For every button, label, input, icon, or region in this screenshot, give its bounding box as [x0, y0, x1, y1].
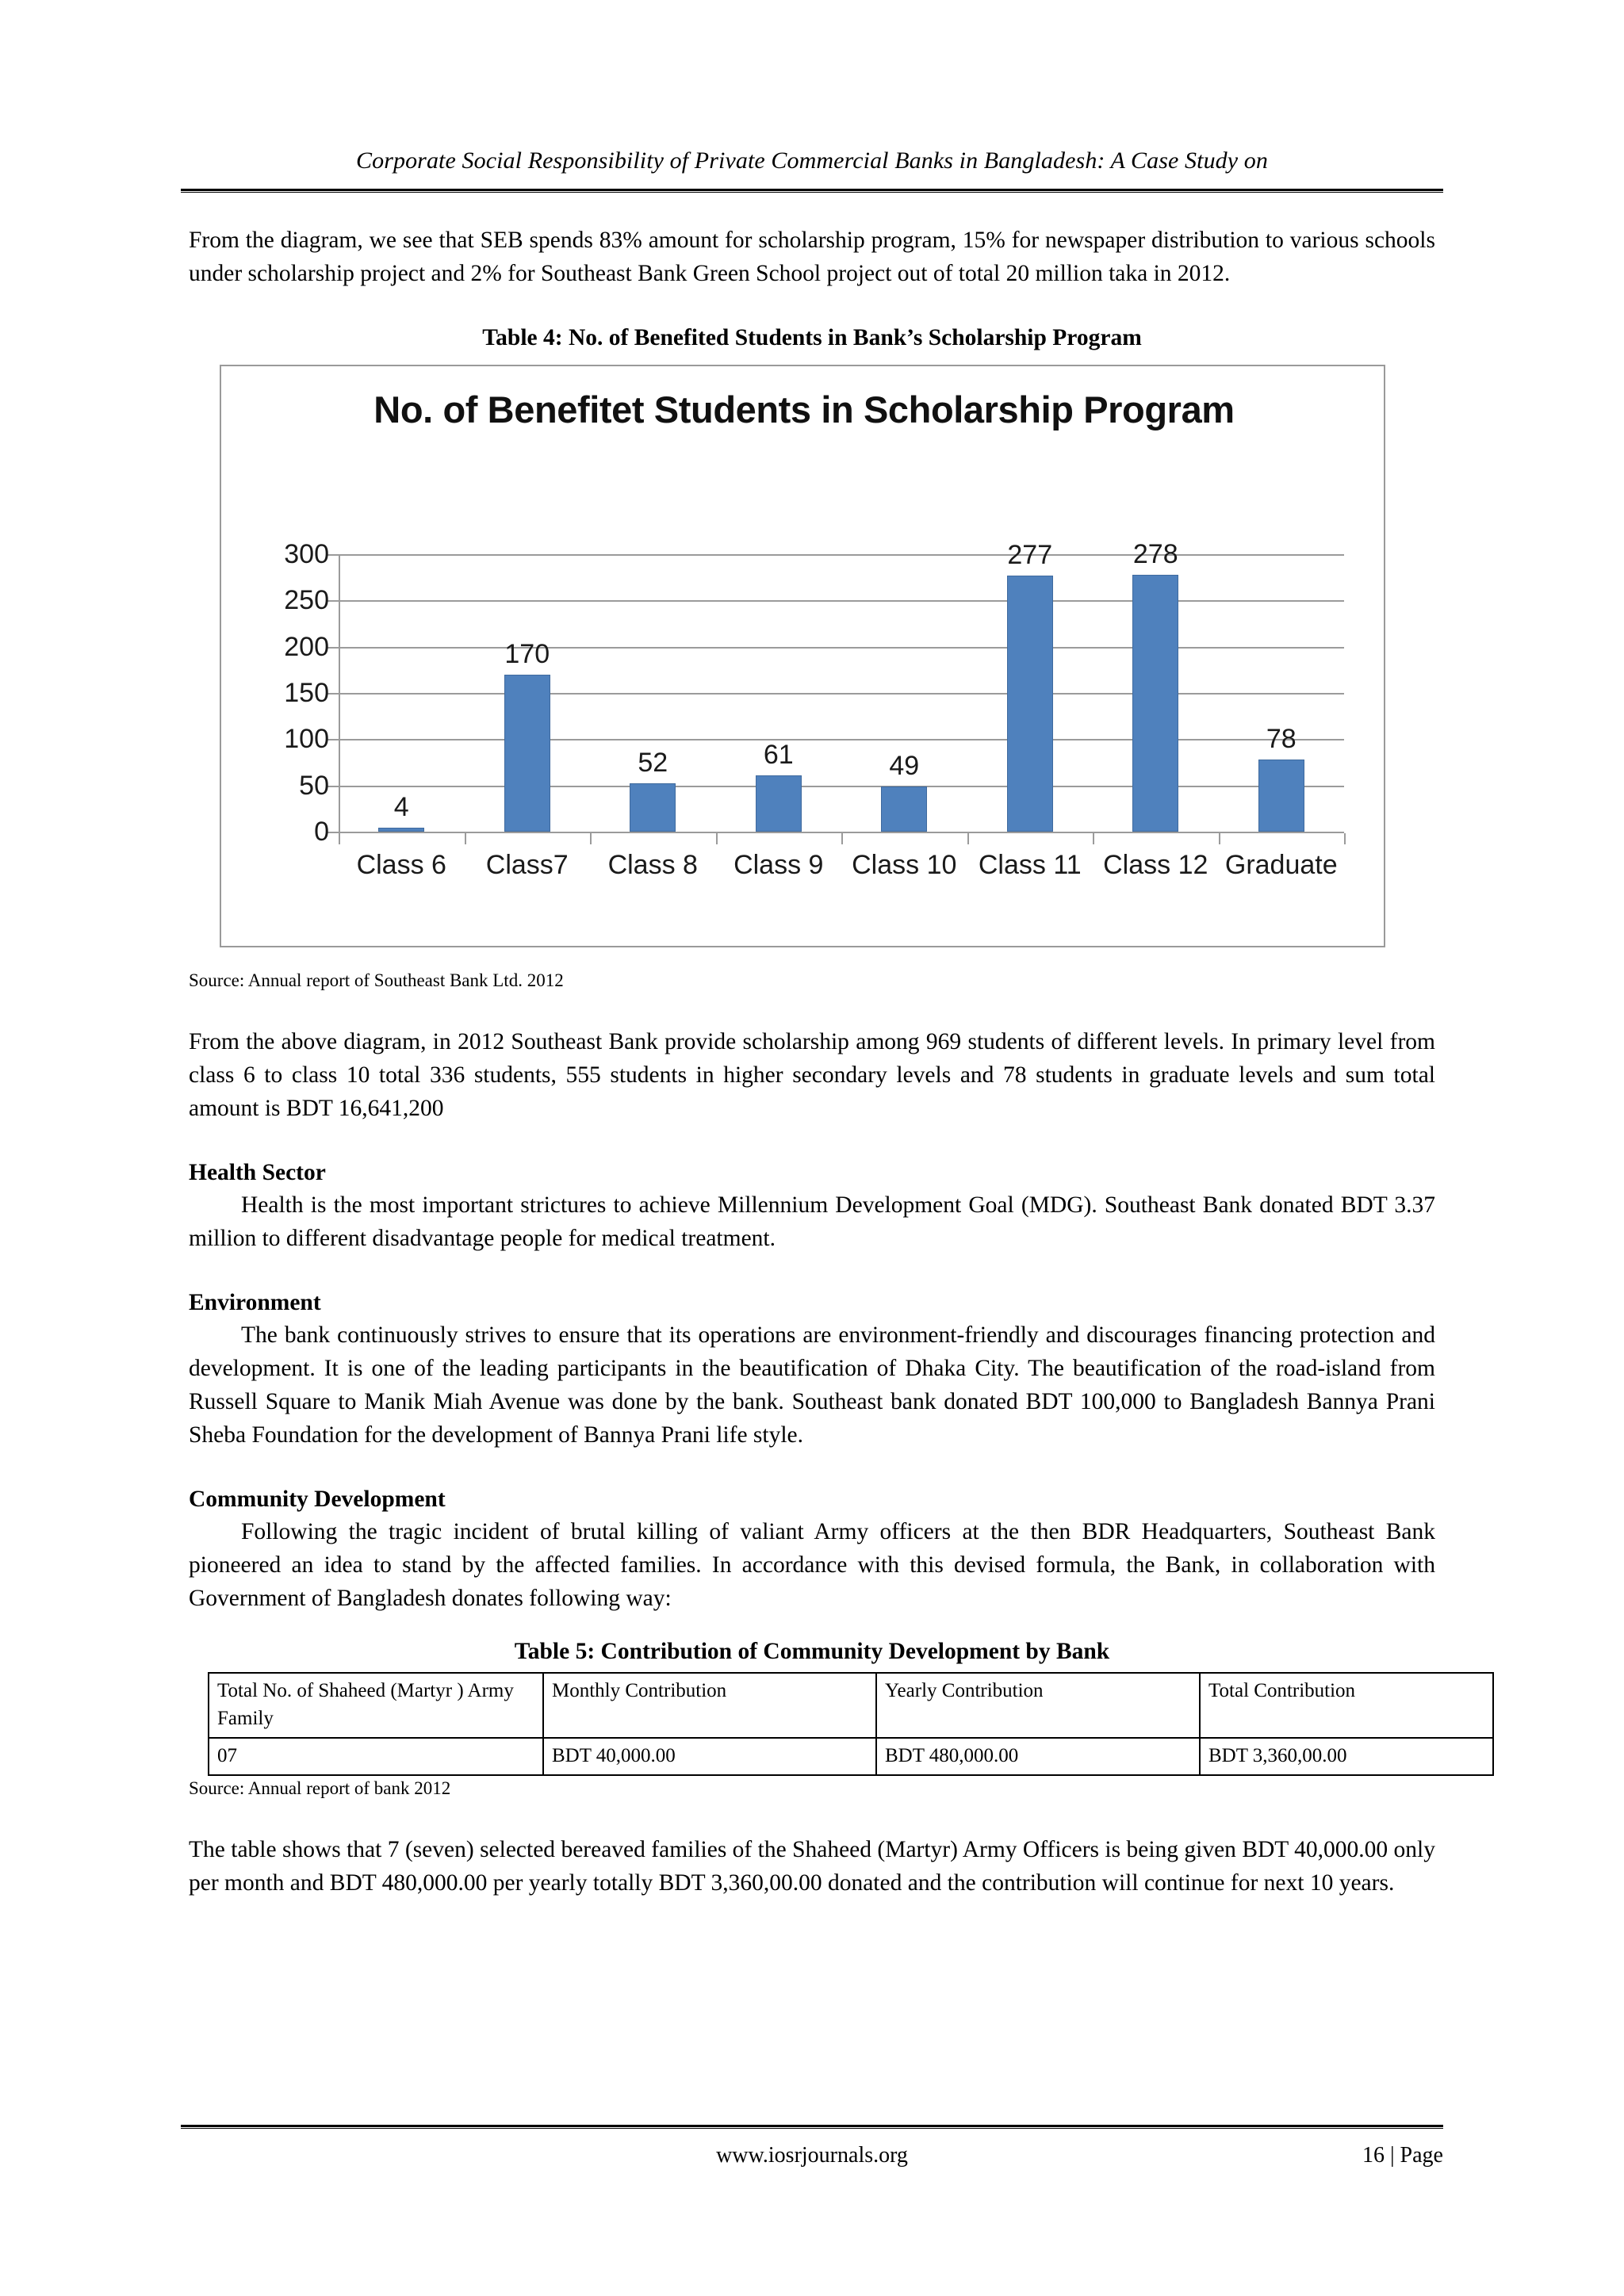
spacer [189, 1255, 1435, 1287]
bar-slot [1093, 538, 1219, 832]
table-cell: BDT 480,000.00 [876, 1738, 1200, 1775]
x-axis-line [339, 832, 1344, 833]
table-header-cell: Yearly Contribution [876, 1673, 1200, 1738]
y-tick-mark [327, 600, 339, 602]
x-tick-mark [590, 833, 592, 844]
bar [1132, 575, 1178, 832]
page-content [189, 224, 1435, 1900]
health-sector-paragraph: Health is the most important strictures to achieve Millennium Development Goal (MDG). Southeast Bank donated BDT 3.37 million to different disadvantage people for medical treatment. [189, 1192, 1435, 1251]
bar-value-label: 170 [504, 638, 550, 669]
chart-title: No. of Benefitet Students in Scholarship Program [373, 388, 1235, 430]
table-cell: BDT 3,360,00.00 [1200, 1738, 1493, 1775]
y-tick-label: 200 [284, 631, 329, 662]
table-header-cell: Monthly Contribution [543, 1673, 876, 1738]
bar-slot [465, 554, 591, 832]
bar [630, 783, 676, 832]
scholarship-bar-chart [220, 365, 1385, 947]
x-tick-label: Class 11 [978, 850, 1082, 880]
bar [504, 675, 550, 832]
x-tick-mark [339, 833, 340, 844]
y-tick-mark [327, 739, 339, 740]
table4-caption: Table 4: No. of Benefited Students in Bank’s Scholarship Program [482, 325, 1142, 350]
bar-slot [590, 554, 716, 832]
bar [756, 775, 802, 832]
x-tick-mark [841, 833, 843, 844]
x-tick-label: Class 10 [852, 850, 957, 880]
x-tick-mark [1093, 833, 1094, 844]
x-tick-label: Graduate [1224, 850, 1338, 880]
y-tick-label: 50 [299, 770, 329, 801]
x-tick-label: Class 8 [607, 850, 698, 880]
bar-value-label: 277 [1007, 539, 1053, 570]
table5-caption: Table 5: Contribution of Community Development by Bank [514, 1639, 1110, 1664]
bar [1007, 576, 1053, 832]
intro-paragraph: From the diagram, we see that SEB spends 83% amount for scholarship program, 15% for newspaper distribution to various schools under scholarship project and 2% for Southeast Bank Green School project out of total 20 million taka in 2012. [189, 228, 1435, 286]
bar-slot [1219, 554, 1345, 832]
y-tick-label: 300 [284, 539, 329, 569]
analysis-paragraph: From the above diagram, in 2012 Southeast Bank provide scholarship among 969 students of different levels. In primary level from class 6 to class 10 total 336 students, 555 students in higher secondary levels and 78 students in graduate levels and sum total amount is BDT 16,641,200 [189, 1029, 1435, 1121]
x-tick-mark [465, 833, 466, 844]
y-tick-mark [327, 554, 339, 556]
table4-source: Source: Annual report of Southeast Bank Ltd. 2012 [189, 970, 564, 990]
environment-paragraph: The bank continuously strives to ensure that its operations are environment-friendly and discourages financing protection and development. It is one of the leading participants in the beautification of Dhaka City. The beautification of the road-island from Russell Square to Manik Miah Avenue was done by the bank. Southeast bank donated BDT 100,000 to Bangladesh Bannya Prani Sheba Foundation for the development of Bannya Prani life style. [189, 1322, 1435, 1448]
table-row [209, 1738, 1493, 1775]
chart-bars [339, 538, 1344, 832]
running-header: Corporate Social Responsibility of Private Commercial Banks in Bangladesh: A Case Study on [356, 147, 1268, 174]
chart-plot-area [284, 538, 1344, 847]
bar-slot [841, 554, 967, 832]
y-tick-mark [327, 832, 339, 833]
table5-source: Source: Annual report of bank 2012 [189, 1778, 451, 1798]
y-tick-mark [327, 693, 339, 695]
footer-divider [181, 2125, 1443, 2129]
bar-slot [967, 539, 1094, 832]
spacer [189, 1615, 1435, 1636]
y-tick-label: 250 [284, 585, 329, 616]
journal-url: www.iosrjournals.org [716, 2143, 908, 2168]
x-axis-labels [339, 850, 1344, 897]
table-header-cell: Total Contribution [1200, 1673, 1493, 1738]
spacer [189, 1125, 1435, 1157]
page-footer [181, 2137, 1443, 2174]
y-tick-label: 150 [284, 678, 329, 708]
x-tick-mark [1344, 833, 1346, 844]
y-tick-mark [327, 647, 339, 649]
spacer [189, 1452, 1435, 1483]
closing-paragraph: The table shows that 7 (seven) selected bereaved families of the Shaheed (Martyr) Army Officers is being given BDT 40,000.00 only per month and BDT 480,000.00 per yearly totally BDT 3,360,00.00 donated and the contribution will continue for next 10 years. [189, 1837, 1435, 1896]
table-header-row [209, 1673, 1493, 1738]
bar-slot [339, 554, 465, 832]
bar-value-label: 4 [393, 792, 409, 823]
y-tick-label: 0 [314, 817, 329, 847]
x-tick-label: Class 12 [1103, 850, 1208, 880]
y-tick-mark [327, 786, 339, 787]
bar-value-label: 61 [763, 739, 794, 770]
health-sector-heading: Health Sector [189, 1160, 326, 1185]
y-tick-label: 100 [284, 724, 329, 755]
bar-value-label: 52 [638, 748, 668, 779]
environment-heading: Environment [189, 1290, 321, 1315]
bar-value-label: 49 [889, 750, 920, 781]
spacer [189, 1801, 1435, 1833]
x-tick-mark [967, 833, 969, 844]
x-tick-label: Class 6 [356, 850, 446, 880]
x-tick-mark [1219, 833, 1220, 844]
spacer [189, 290, 1435, 322]
x-tick-mark [716, 833, 718, 844]
community-contribution-table [208, 1672, 1494, 1776]
bar-slot [716, 554, 842, 832]
community-development-heading: Community Development [189, 1487, 446, 1512]
bar [881, 786, 927, 832]
x-tick-label: Class7 [485, 850, 569, 880]
table-header-cell: Total No. of Shaheed (Martyr ) Army Family [209, 1673, 543, 1738]
page-number: 16 | Page [1362, 2143, 1443, 2168]
table-cell: BDT 40,000.00 [543, 1738, 876, 1775]
community-development-paragraph: Following the tragic incident of brutal killing of valiant Army officers at the then BDR Headquarters, Southeast Bank pioneered an idea to stand by the affected families. In accordance with this devised formula, the Bank, in collaboration with Government of Bangladesh donates following way: [189, 1519, 1435, 1611]
x-tick-label: Class 9 [733, 850, 824, 880]
spacer [189, 993, 1435, 1025]
bar-value-label: 278 [1132, 538, 1178, 569]
header-divider [181, 189, 1443, 193]
table-cell: 07 [209, 1738, 543, 1775]
spacer [189, 947, 1435, 968]
bar [1258, 760, 1304, 832]
bar-value-label: 78 [1266, 724, 1297, 754]
